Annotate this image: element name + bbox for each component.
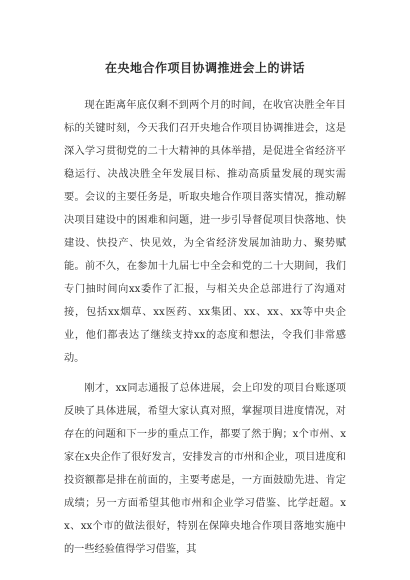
paragraph: 刚才，xx同志通报了总体进展，会上印发的项目台账逐项反映了具体进展，希望大家认真对照，掌握项目进度情况，对存在的问题和下一步的重点工作，都要了然于胸；x个市州、x家在x央企作了很好发言，安排发言的市州和企业，项目进度和投资额都是排在前面的，主要考虑是，一方面鼓励先进、肯定成绩；另一方面希望其他市州和企业学习借鉴、比学赶超。xx、xx个市的做法很好，特别在保障央地合作项目落地实施中的一些经验值得学习借鉴，其 <box>64 383 346 555</box>
paragraph: 现在距离年底仅剩不到两个月的时间，在收官决胜全年目标的关键时刻，今天我们召开央地合作项目协调推进会，这是深入学习贯彻党的二十大精神的具体举措，是促进全省经济平稳运行、决战决胜全年发展目标、推动高质量发展的现实需要。会议的主要任务是，听取央地合作项目落实情况，推动解决项目建设中的困难和问题，进一步引导督促项目快落地、快建设、快投产、快见效，为全省经济发展加油助力、聚势赋能。前不久，在参加十九届七中全会和党的二十大期间，我们专门抽时间向xx委作了汇报，与相关央企总部进行了沟通对接，包括xx烟草、xx医药、xx集团、xx、xx、xx等中央企业，他们都表达了继续支持xx的态度和想法，令我们非常感动。 <box>64 100 346 364</box>
document-title: 在央地合作项目协调推进会上的讲话 <box>104 61 305 75</box>
